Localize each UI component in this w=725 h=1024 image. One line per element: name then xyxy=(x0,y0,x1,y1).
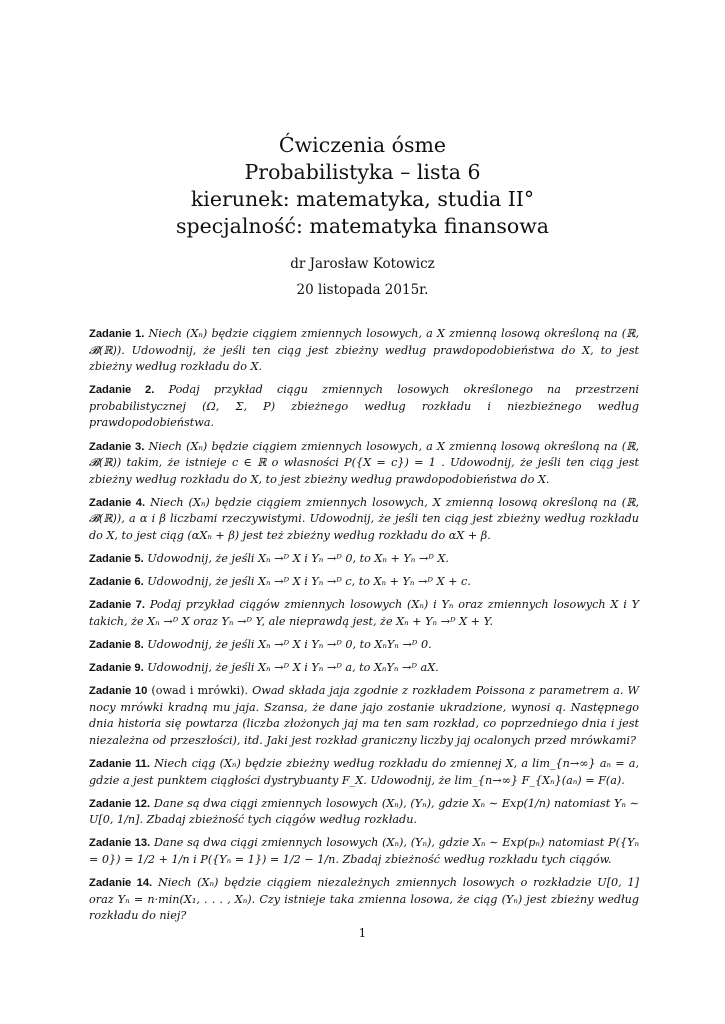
task-item xyxy=(89,439,639,489)
title-line: kierunek: matematyka, studia II° xyxy=(190,187,535,211)
task-label: Zadanie 4. xyxy=(89,496,146,509)
task-label: Zadanie 1. xyxy=(89,328,145,340)
title-block xyxy=(0,132,725,240)
task-text: Podaj przykład ciągów zmiennych losowych (Xₙ) i Yₙ oraz zmiennych losowych X i Y takich, że Xₙ →ᴰ X oraz Yₙ →ᴰ Y, ale nieprawdą jest, że Xₙ + Yₙ →ᴰ X + Y. xyxy=(89,598,639,628)
task-item xyxy=(89,495,639,545)
task-label-note: (owad i mrówki). xyxy=(151,684,249,698)
task-item xyxy=(89,382,639,432)
task-label: Zadanie 8. xyxy=(89,639,144,651)
task-item xyxy=(89,875,639,925)
task-item xyxy=(89,326,639,376)
task-text: Podaj przykład ciągu zmiennych losowych określonego na przestrzeni probabilistycznej (Ω, Σ, P) zbieżnego według rozkładu i niezbieżnego według prawdopodobieństwa. xyxy=(89,383,639,430)
task-text: Owad składa jaja zgodnie z rozkładem Poissona z parametrem a. W nocy mrówki kradną mu jaja. Szansa, że dane jajo zostanie ukradzione, wynosi q. Następnego dnia historia się powtarza (liczba złożonych jaj ma ten sam rozkład, co poprzedniego dnia i jest niezależna od przeszłości), itd. Jaki jest rozkład graniczny liczby jaj ocalonych przed mrówkami? xyxy=(89,684,640,747)
task-label: Zadanie 12. xyxy=(89,797,151,810)
task-label: Zadanie 10 xyxy=(89,685,148,698)
task-text: Udowodnij, że jeśli Xₙ →ᴰ X i Yₙ →ᴰ 0, to XₙYₙ →ᴰ 0. xyxy=(147,638,432,651)
task-text: Niech (Xₙ) będzie ciągiem zmiennych losowych, X zmienną losową określoną na (ℝ, 𝓑(ℝ)), a α i β liczbami rzeczywistymi. Udowodnij, że jeśli ten ciąg jest zbieżny według rozkładu do X, to jest ciąg (αXₙ + β) jest też zbieżny według rozkładu do αX + β. xyxy=(89,495,639,543)
task-item xyxy=(89,835,639,868)
date: 20 listopada 2015r. xyxy=(296,282,429,298)
task-text: Udowodnij, że jeśli Xₙ →ᴰ X i Yₙ →ᴰ 0, to Xₙ + Yₙ →ᴰ X. xyxy=(147,552,449,566)
task-text: Udowodnij, że jeśli Xₙ →ᴰ X i Yₙ →ᴰ c, to Xₙ + Yₙ →ᴰ X + c. xyxy=(147,575,471,589)
task-item xyxy=(89,597,639,630)
task-text: Niech (Xₙ) będzie ciągiem zmiennych losowych, a X zmienną losową określoną na (ℝ, 𝓑(ℝ)) takim, że istnieje c ∈ ℝ o własności P({X = c}) = 1 . Udowodnij, że jeśli ten ciąg jest zbieżny według rozkładu do X, to jest zbieżny według prawdopodobieństwa do X. xyxy=(89,439,639,486)
task-item xyxy=(89,683,639,749)
task-label: Zadanie 14. xyxy=(89,877,153,890)
task-text: Dane są dwa ciągi zmiennych losowych (Xₙ), (Yₙ), gdzie Xₙ ∼ Exp(pₙ) natomiast P({Yₙ = 0}) = 1/2 + 1/n i P({Yₙ = 1}) = 1/2 − 1/n. Zbadaj zbieżność według rozkładu tych ciągów. xyxy=(89,836,639,867)
task-text: Niech ciąg (Xₙ) będzie zbieżny według rozkładu do zmiennej X, a lim_{n→∞} aₙ = a, gdzie a jest punktem ciągłości dystrybuanty F_X. Udowodnij, że lim_{n→∞} F_{Xₙ}(aₙ) = F(a). xyxy=(89,757,639,787)
title-line: specjalność: matematyka finansowa xyxy=(176,214,549,238)
task-label: Zadanie 7. xyxy=(89,599,145,612)
task-item xyxy=(89,574,639,591)
author: dr Jarosław Kotowicz xyxy=(290,256,435,272)
task-text: Udowodnij, że jeśli Xₙ →ᴰ X i Yₙ →ᴰ a, to XₙYₙ →ᴰ aX. xyxy=(147,661,439,675)
task-item xyxy=(89,551,639,568)
title-line: Ćwiczenia ósme xyxy=(278,133,447,157)
task-label: Zadanie 6. xyxy=(89,576,144,589)
task-item xyxy=(89,756,639,789)
task-list xyxy=(89,326,639,931)
task-item xyxy=(89,637,639,654)
task-item xyxy=(89,796,639,829)
title-line: Probabilistyka – lista 6 xyxy=(244,160,481,184)
task-text: Niech (Xₙ) będzie ciągiem niezależnych zmiennych losowych o rozkładzie U[0, 1] oraz Yₙ = n·min(X₁, . . . , Xₙ). Czy istnieje taka zmienna losowa, że ciąg (Yₙ) jest zbieżny według rozkładu do niej? xyxy=(89,876,639,923)
task-text: Niech (Xₙ) będzie ciągiem zmiennych losowych, a X zmienną losową określoną na (ℝ, 𝓑(ℝ)). Udowodnij, że jeśli ten ciąg jest zbieżny według prawdopodobieństwa do X, to jest zbieżny według rozkładu do X. xyxy=(89,327,639,374)
page-number: 1 xyxy=(358,926,367,940)
task-label: Zadanie 3. xyxy=(89,440,145,453)
task-label: Zadanie 9. xyxy=(89,662,144,675)
task-label: Zadanie 13. xyxy=(89,837,151,850)
task-item xyxy=(89,660,639,677)
task-label: Zadanie 5. xyxy=(89,553,144,566)
task-label: Zadanie 11. xyxy=(89,758,150,771)
task-label: Zadanie 2. xyxy=(89,384,155,397)
task-text: Dane są dwa ciągi zmiennych losowych (Xₙ), (Yₙ), gdzie Xₙ ∼ Exp(1/n) natomiast Yₙ ∼ U[0, 1/n]. Zbadaj zbieżność tych ciągów według rozkładu. xyxy=(89,796,640,827)
